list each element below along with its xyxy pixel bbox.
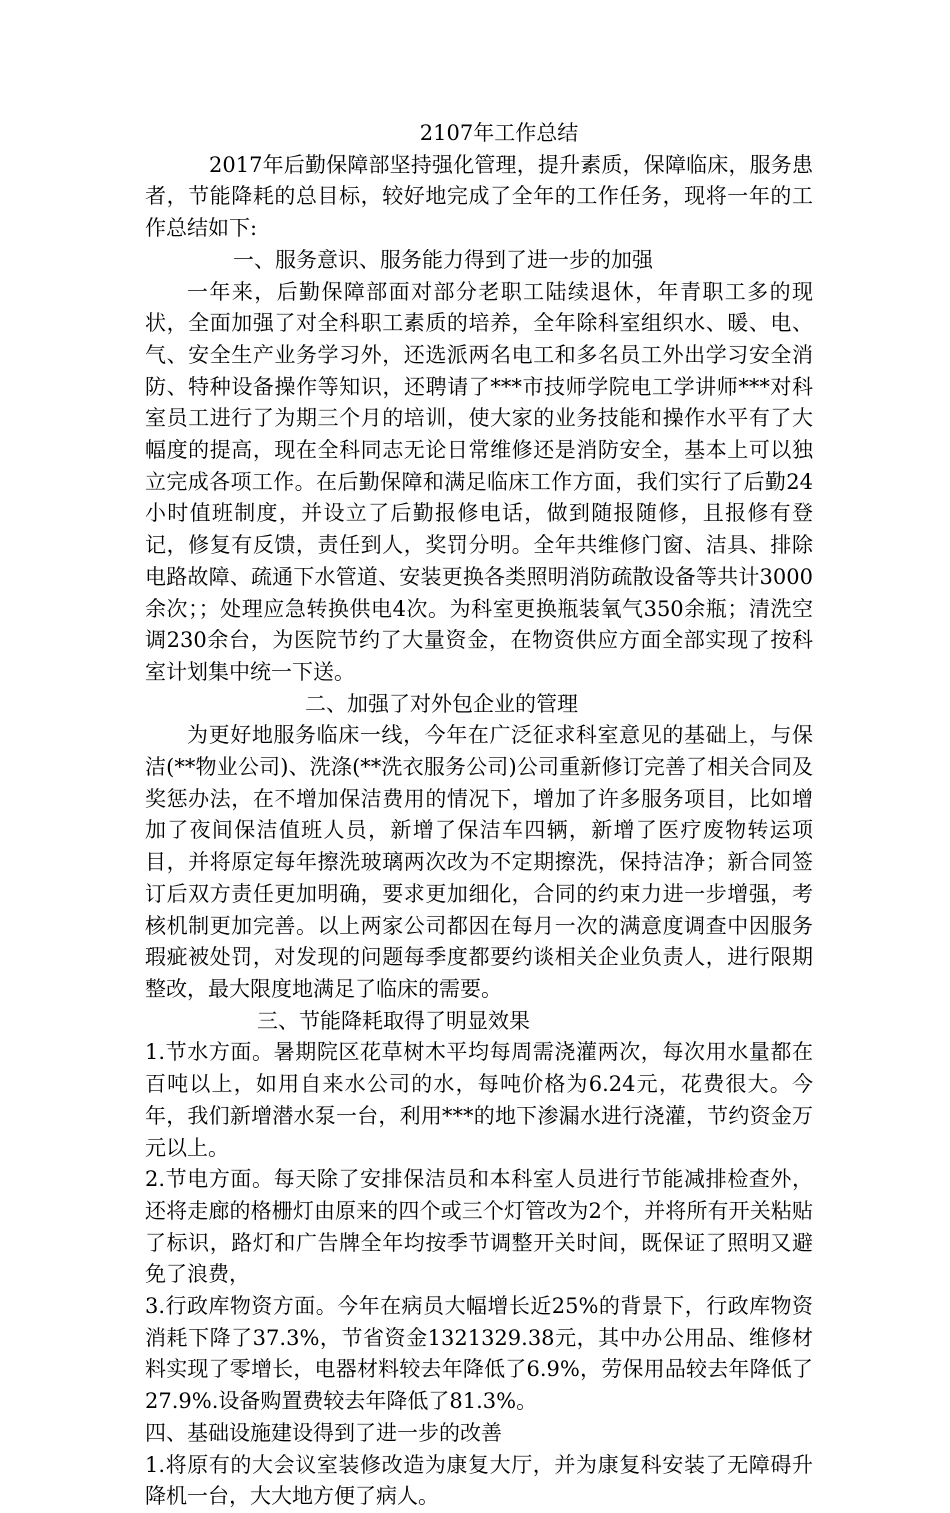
document-title: 2107年工作总结 [419, 121, 579, 145]
document-page [145, 118, 813, 1513]
section1-heading: 一、服务意识、服务能力得到了进一步的加强 [233, 247, 653, 272]
intro-paragraph: 2017年后勤保障部坚持强化管理，提升素质，保障临床，服务患者，节能降耗的总目标，较好地完成了全年的工作任务，现将一年的工作总结如下: [145, 152, 813, 241]
section3-item-water: 1.节水方面。暑期院区花草树木平均每周需浇灌两次，每次用水量都在百吨以上，如用自来水公司的水，每吨价格为6.24元，花费很大。今年，我们新增潜水泵一台，利用***的地下渗漏水进行浇灌，节约资金万元以上。 [145, 1040, 813, 1160]
section4-heading: 四、基础设施建设得到了进一步的改善 [145, 1420, 502, 1445]
section3-item-supplies: 3.行政库物资方面。今年在病员大幅增长近25%的背景下，行政库物资消耗下降了37.3%，节省资金1321329.38元，其中办公用品、维修材料实现了零增长，电器材料较去年降低了6.9%，劳保用品较去年降低了27.9%.设备购置费较去年降低了81.3%。 [145, 1294, 813, 1414]
section1-paragraph: 一年来，后勤保障部面对部分老职工陆续退休，年青职工多的现状，全面加强了对全科职工素质的培养，全年除科室组织水、暖、电、气、安全生产业务学习外，还选派两名电工和多名员工外出学习安全消防、特种设备操作等知识，还聘请了***市技师学院电工学讲师***对科室员工进行了为期三个月的培训，使大家的业务技能和操作水平有了大幅度的提高，现在全科同志无论日常维修还是消防安全，基本上可以独立完成各项工作。在后勤保障和满足临床工作方面，我们实行了后勤24 小时值班制度，并设立了后勤报修电话，做到随报随修，且报修有登记，修复有反馈，责任到人，奖罚分明。全年共维修门窗、洁具、排除电路故障、疏通下水管道、安装更换各类照明消防疏散设备等共计3000余次；；处理应急转换供电4次。为科室更换瓶装氧气350余瓶；清洗空调230余台，为医院节约了大量资金，在物资供应方面全部实现了按科室计划集中统一下送。 [145, 279, 813, 684]
section4-item-rehab: 1.将原有的大会议室装修改造为康复大厅，并为康复科安装了无障碍升降机一台，大大地方便了病人。 [145, 1452, 813, 1509]
section3-heading: 三、节能降耗取得了明显效果 [257, 1008, 530, 1033]
section2-paragraph: 为更好地服务临床一线，今年在广泛征求科室意见的基础上，与保洁(**物业公司)、洗涤(**洗衣服务公司)公司重新修订完善了相关合同及奖惩办法，在不增加保洁费用的情况下，增加了许多服务项目，比如增加了夜间保洁值班人员，新增了保洁车四辆，新增了医疗废物转运项目，并将原定每年擦洗玻璃两次改为不定期擦洗，保持洁净；新合同签订后双方责任更加明确，要求更加细化，合同的约束力进一步增强，考核机制更加完善。以上两家公司都因在每月一次的满意度调查中因服务瑕疵被处罚，对发现的问题每季度都要约谈相关企业负责人，进行限期整改，最大限度地满足了临床的需要。 [145, 723, 813, 1001]
section3-item-electricity: 2.节电方面。每天除了安排保洁员和本科室人员进行节能减排检查外，还将走廊的格栅灯由原来的四个或三个灯管改为2个，并将所有开关粘贴了标识，路灯和广告牌全年均按季节调整开关时间，既保证了照明又避免了浪费， [145, 1167, 813, 1287]
section2-heading: 二、加强了对外包企业的管理 [305, 691, 578, 716]
